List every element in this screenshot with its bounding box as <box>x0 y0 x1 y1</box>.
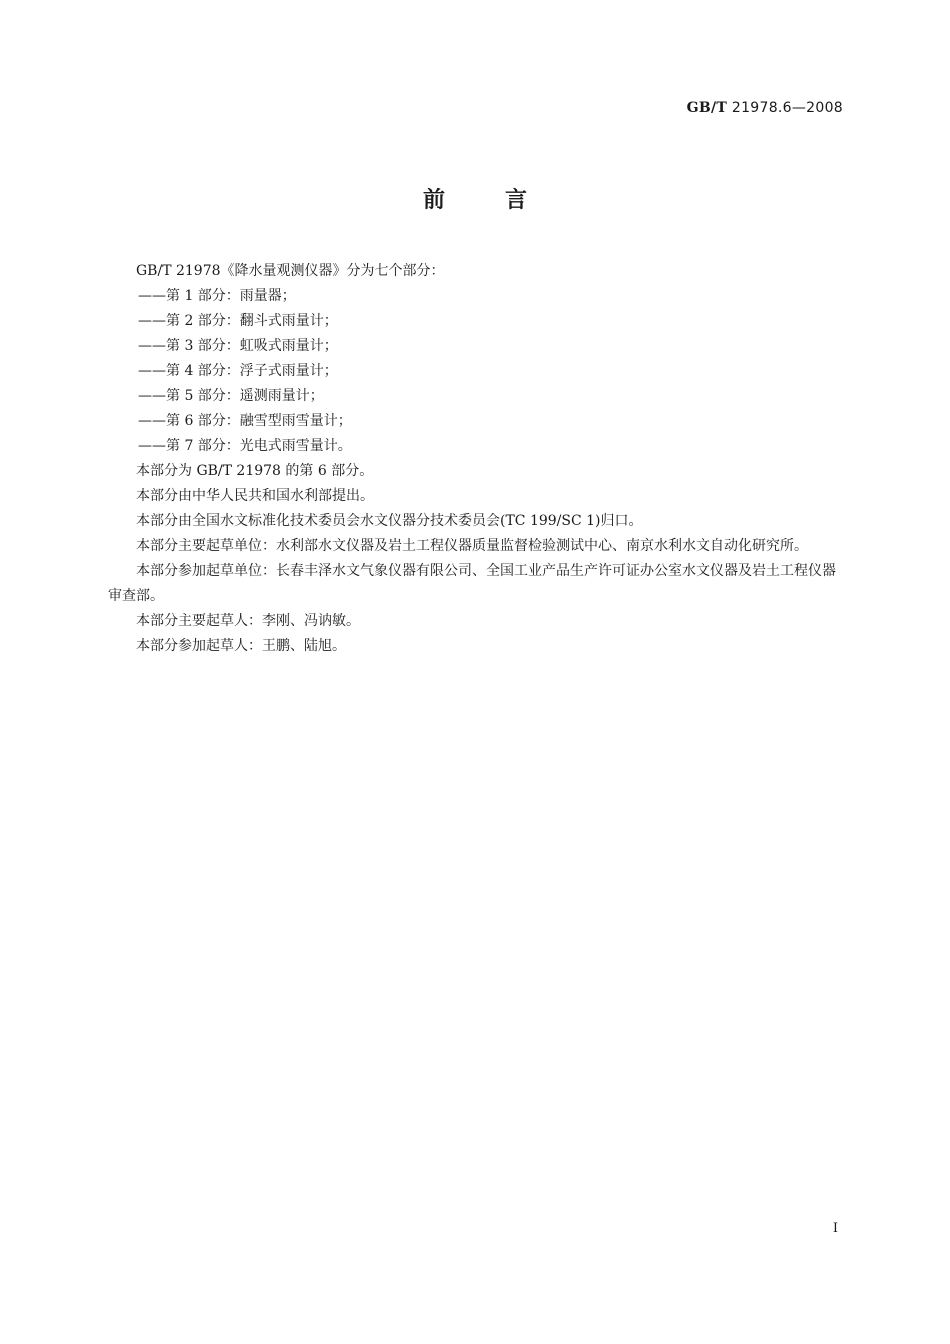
paragraph-proposed-by: 本部分由中华人民共和国水利部提出。 <box>136 488 374 504</box>
list-item-part-5: ——第 5 部分：遥测雨量计； <box>138 388 324 404</box>
standard-code-header <box>687 100 843 116</box>
paragraph-participating-drafters: 本部分参加起草人：王鹏、陆旭。 <box>136 638 346 654</box>
paragraph-this-part: 本部分为 GB/T 21978 的第 6 部分。 <box>136 463 374 479</box>
paragraph-main-drafting-units: 本部分主要起草单位：水利部水文仪器及岩土工程仪器质量监督检验测试中心、南京水利水文自动化研究所。 <box>136 538 808 554</box>
list-item-part-7: ——第 7 部分：光电式雨雪量计。 <box>138 438 352 454</box>
paragraph-main-drafters: 本部分主要起草人：李刚、冯讷敏。 <box>136 613 360 629</box>
list-item-part-4: ——第 4 部分：浮子式雨量计； <box>138 363 338 379</box>
list-item-part-3: ——第 3 部分：虹吸式雨量计； <box>138 338 338 354</box>
standard-prefix: GB/T <box>686 100 728 116</box>
standard-number: 21978.6—2008 <box>727 100 843 116</box>
foreword-body <box>108 259 844 659</box>
list-item-part-6: ——第 6 部分：融雪型雨雪量计； <box>138 413 352 429</box>
list-item-part-1: ——第 1 部分：雨量器； <box>138 288 296 304</box>
paragraph-participating-drafting-units: 本部分参加起草单位：长春丰泽水文气象仪器有限公司、全国工业产品生产许可证办公室水文仪器及岩土工程仪器审查部。 <box>108 563 836 604</box>
paragraph-under-jurisdiction: 本部分由全国水文标准化技术委员会水文仪器分技术委员会(TC 199/SC 1)归口。 <box>136 513 643 529</box>
page-number: I <box>832 1221 838 1236</box>
paragraph-intro: GB/T 21978《降水量观测仪器》分为七个部分： <box>136 263 445 279</box>
list-item-part-2: ——第 2 部分：翻斗式雨量计； <box>138 313 338 329</box>
page-title: 前言 <box>422 188 587 213</box>
